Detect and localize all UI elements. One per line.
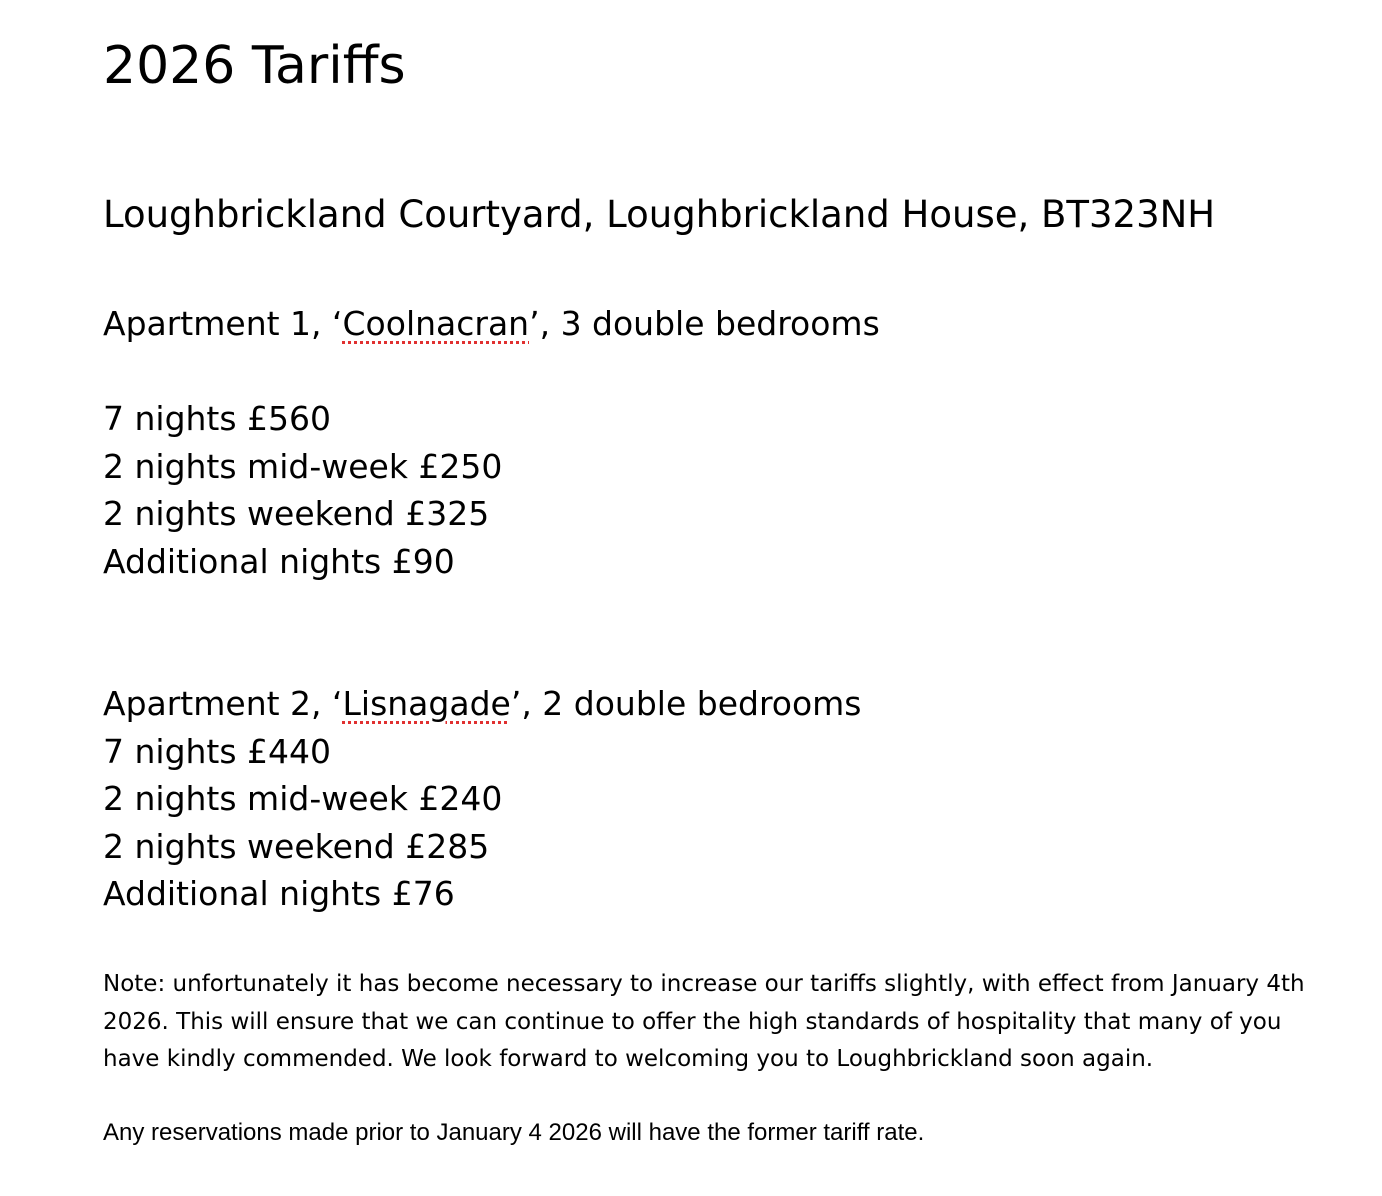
apartment-2-heading-suffix: ’, 2 double bedrooms bbox=[510, 684, 862, 723]
apartment-1-rate-additional: Additional nights £90 bbox=[103, 542, 455, 581]
property-address: Loughbrickland Courtyard, Loughbrickland House, BT323NH bbox=[103, 193, 1216, 236]
document-title: 2026 Tariffs bbox=[103, 36, 406, 96]
apartment-1-heading-suffix: ’, 3 double bedrooms bbox=[529, 304, 880, 343]
apartment-1-rate-7-nights: 7 nights £560 bbox=[103, 399, 332, 438]
apartment-2-heading-prefix: Apartment 2, ‘ bbox=[103, 684, 343, 723]
apartment-1-heading-prefix: Apartment 1, ‘ bbox=[103, 304, 343, 343]
apartment-1-name[interactable]: Coolnacran bbox=[342, 304, 530, 343]
apartment-1-rate-midweek: 2 nights mid-week £250 bbox=[103, 447, 503, 486]
apartment-2-rate-midweek: 2 nights mid-week £240 bbox=[103, 779, 503, 818]
apartment-2-heading bbox=[103, 682, 862, 726]
tariff-note: Note: unfortunately it has become necessary to increase our tariffs slightly, with effect from January 4th 2026. This will ensure that we can continue to offer the high standards of hospitality that many of you have kindly commended. We look forward to welcoming you to Loughbrickland soon again. bbox=[103, 971, 1305, 1072]
apartment-2-rate-additional: Additional nights £76 bbox=[103, 874, 455, 913]
apartment-2-rate-7-nights: 7 nights £440 bbox=[103, 732, 332, 771]
reservation-notice: Any reservations made prior to January 4 2026 will have the former tariff rate. bbox=[103, 1119, 925, 1146]
apartment-2-rate-weekend: 2 nights weekend £285 bbox=[103, 827, 490, 866]
apartment-1-rate-weekend: 2 nights weekend £325 bbox=[103, 494, 490, 533]
apartment-1-heading bbox=[103, 302, 880, 346]
apartment-2-name[interactable]: Lisnagade bbox=[342, 684, 511, 723]
